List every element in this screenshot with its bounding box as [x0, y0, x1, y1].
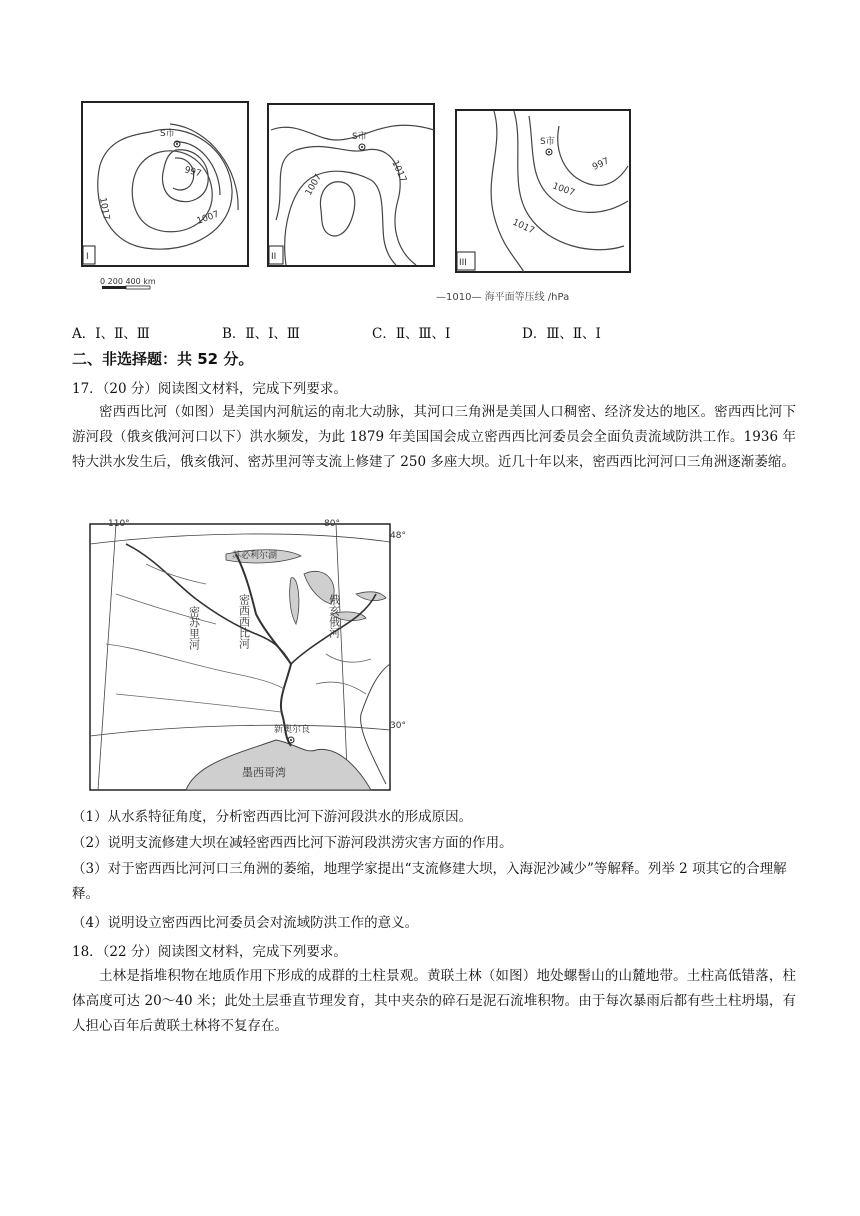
- option-a[interactable]: A．Ⅰ、Ⅱ、Ⅲ: [72, 326, 150, 342]
- river-label-mississippi: 密西西比河: [237, 594, 251, 649]
- q17-sub-question-3: （3）对于密西西比河河口三角洲的萎缩，地理学家提出“支流修建大坝，入海泥沙减少”等解释。列举 2 项其它的合理解释。: [72, 861, 787, 902]
- option-b[interactable]: B．Ⅱ、Ⅰ、Ⅲ: [222, 326, 300, 342]
- q17-header: 17．（20 分）阅读图文材料，完成下列要求。: [72, 381, 347, 397]
- q17-paragraph: 密西西比河（如图）是美国内河航运的南北大动脉，其河口三角洲是美国人口稠密、经济发达的地区。密西西比河下游河段（俄亥俄河河口以下）洪水频发，为此 1879 年美国国会成立密西西比河委员会全面负责流域防洪工作。1936 年特大洪水发生后，俄亥俄河、密苏里河等支流上修建了 250 多座大坝。近几十年以来，密西西比河河口三角洲逐渐萎缩。: [72, 404, 796, 470]
- scale-bar: [100, 276, 220, 296]
- isobar-label: 1007: [195, 209, 221, 227]
- river-label-ohio: 俄亥俄河: [327, 594, 341, 638]
- isobar-label: 1017: [510, 217, 536, 237]
- option-d[interactable]: D．Ⅲ、Ⅱ、Ⅰ: [522, 326, 601, 342]
- lat-label: 48°: [390, 531, 406, 541]
- city-label: S市: [352, 132, 367, 142]
- isobar-legend: —1010— 海平面等压线 /hPa: [436, 292, 570, 303]
- city-label: 新奥尔良: [274, 725, 311, 735]
- q17-sub-question-4: （4）说明设立密西西比河委员会对流域防洪工作的意义。: [72, 915, 419, 931]
- isobar-label: 1017: [97, 196, 111, 222]
- answer-options: [72, 322, 792, 344]
- lat-label: 30°: [390, 721, 406, 731]
- q17-sub-question-1: （1）从水系特征角度，分析密西西比河下游河段洪水的形成原因。: [72, 809, 473, 825]
- mississippi-map: [86, 514, 416, 798]
- q18-paragraph: 土林是指堆积物在地质作用下形成的成群的土柱景观。黄联土林（如图）地处螺髻山的山麓地带。土柱高低错落，柱体高度可达 20～40 米；此处土层垂直节理发育，其中夹杂的碎石是泥石流堆积物。由于每次暴雨后都有些土柱坍塌，有人担心百年后黄联土林将不复存在。: [72, 968, 796, 1034]
- isobar-label: 997: [591, 156, 611, 173]
- isobar-map-panel-2: [266, 100, 438, 270]
- city-label: S市: [160, 129, 175, 139]
- isobar-map-panel-1: [80, 100, 252, 270]
- panel-number: III: [459, 258, 467, 268]
- panel-number: I: [86, 252, 89, 262]
- scale-text: 0 200 400 km: [100, 277, 156, 286]
- lon-label: 110°: [108, 519, 130, 529]
- isobar-map-panel-3: [454, 106, 634, 276]
- q18-header: 18．（22 分）阅读图文材料，完成下列要求。: [72, 944, 347, 960]
- isobar-label: 1017: [389, 159, 409, 185]
- panel-number: II: [271, 252, 277, 262]
- isobar-label: 1007: [303, 172, 325, 198]
- section-title: 二、非选择题：共 52 分。: [72, 350, 254, 368]
- isobar-label: 1007: [550, 181, 576, 199]
- option-c[interactable]: C．Ⅱ、Ⅲ、Ⅰ: [372, 326, 451, 342]
- river-label-missouri: 密苏里河: [187, 606, 201, 650]
- isobar-label: 997: [183, 165, 203, 180]
- lon-label: 80°: [324, 519, 340, 529]
- city-label: S市: [540, 137, 555, 147]
- gulf-label: 墨西哥湾: [242, 766, 286, 779]
- q17-sub-question-2: （2）说明支流修建大坝在减轻密西西比河下游河段洪涝灾害方面的作用。: [72, 835, 513, 851]
- lake-label: 苏必利尔湖: [232, 551, 278, 561]
